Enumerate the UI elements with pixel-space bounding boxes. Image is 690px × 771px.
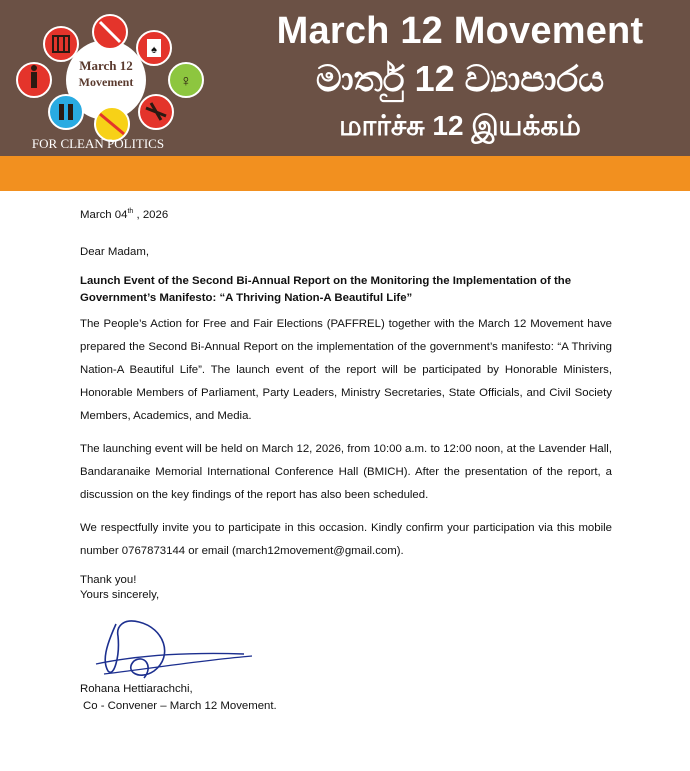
letterhead-banner	[0, 0, 690, 156]
letter-subject: Launch Event of the Second Bi-Annual Report on the Monitoring the Implementation of the Government’s Manifesto: “A Thriving Nation-A Beautiful Life”	[80, 274, 572, 304]
svg-text:♀: ♀	[180, 73, 192, 90]
logo-tagline: FOR CLEAN POLITICS	[31, 136, 165, 151]
header-orange-band	[0, 156, 690, 191]
svg-text:♠: ♠	[151, 44, 157, 56]
paragraph-2: The launching event will be held on March 12, 2026, from 10:00 a.m. to 12:00 noon, at the Lavender Hall, Bandaranaike Memorial International Conference Hall (BMICH). After the presentation of the report, a discussion on the key findings of the report has also been scheduled.	[80, 442, 612, 501]
paragraph-3: We respectfully invite you to participate in this occasion. Kindly confirm your participation via this mobile number 0767873144 or email (march12movement@gmail.com).	[80, 521, 612, 557]
header-title-english: March 12 Movement	[276, 10, 644, 52]
logo-text-march: March 12	[79, 58, 133, 73]
letter-body	[80, 200, 612, 603]
sign-off: Yours sincerely,	[80, 588, 160, 601]
people-icon	[49, 95, 83, 129]
signer-role: Co - Convener – March 12 Movement.	[83, 700, 277, 712]
logo-text-movement: Movement	[78, 75, 134, 89]
signer-name: Rohana Hettiarachchi,	[80, 683, 193, 695]
jail-icon	[44, 27, 78, 61]
header-title-sinhala: මාර්තු 12 ව්‍යාපාරය	[315, 58, 605, 99]
letter-date: March 04th , 2026	[80, 208, 169, 221]
march12-logo	[6, 8, 206, 153]
header-title-tamil: மார்ச்சு 12 இயக்கம்	[339, 110, 581, 141]
paragraph-1: The People’s Action for Free and Fair Elections (PAFFREL) together with the March 12 Movement have prepared the Second Bi-Annual Report on the implementation of the government’s manifesto: “A Thriving Nation-A Beautiful Life”. The launch event of the report will be participated by Honorable Ministers, Honorable Members of Parliament, Party Leaders, Ministry Secretaries, State Officials, and Civil Society Members, Academics, and Media.	[80, 317, 612, 422]
thank-you: Thank you!	[80, 573, 137, 586]
salutation: Dear Madam,	[80, 245, 150, 258]
